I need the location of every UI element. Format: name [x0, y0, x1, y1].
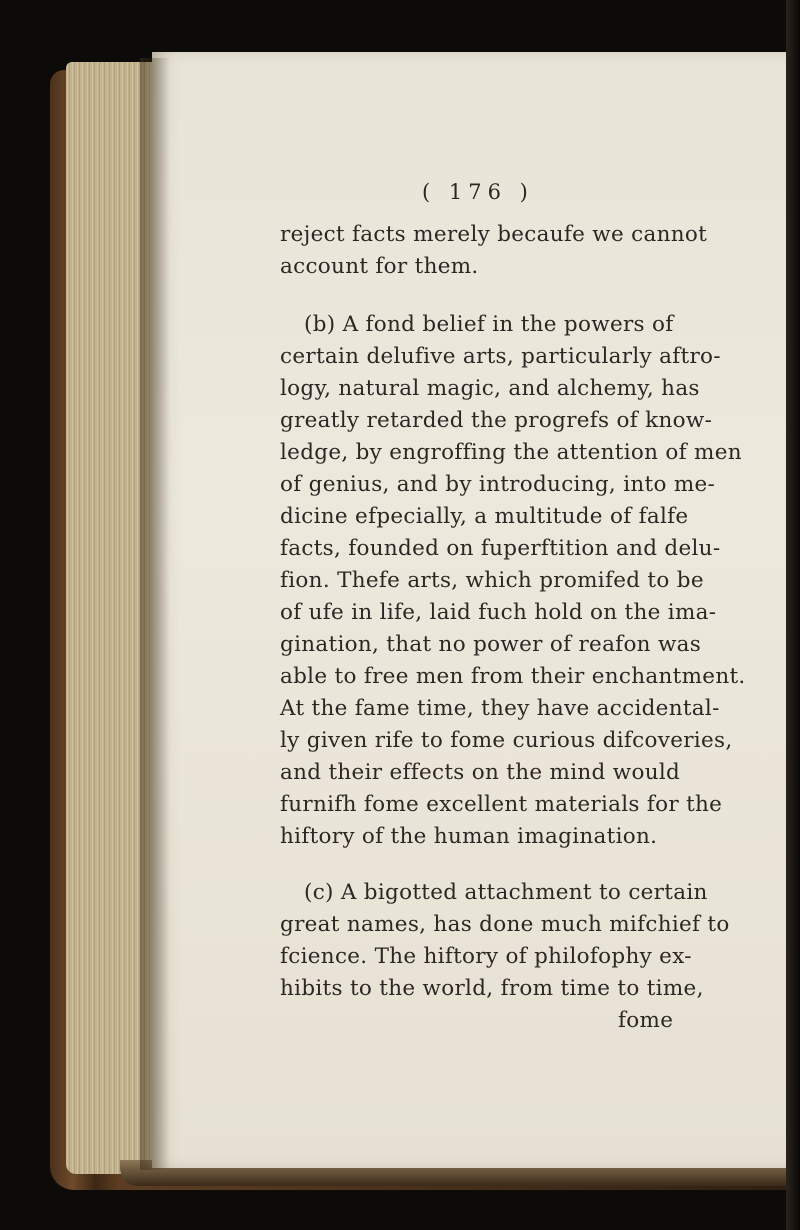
- text-line: ledge, by engroffing the attention of men: [280, 440, 742, 465]
- text-line: hiftory of the human imagination.: [280, 824, 658, 849]
- text-line: hibits to the world, from time to time,: [280, 976, 704, 1001]
- text-line: At the fame time, they have accidental-: [280, 696, 720, 721]
- text-line: logy, natural magic, and alchemy, has: [280, 376, 700, 401]
- catchword: fome: [618, 1008, 674, 1033]
- text-line: dicine efpecially, a multitude of falfe: [280, 504, 689, 529]
- text-line: ly given rife to fome curious difcoveries,: [280, 728, 733, 753]
- text-line: account for them.: [280, 254, 479, 279]
- gutter-shadow: [140, 58, 170, 1170]
- text-line: certain delufive arts, particularly aftro-: [280, 344, 721, 369]
- text-line: of genius, and by introducing, into me-: [280, 472, 716, 497]
- right-edge: [786, 0, 800, 1230]
- page-number: ( 176 ): [422, 180, 534, 204]
- text-line: gination, that no power of reafon was: [280, 632, 702, 657]
- text-line: (b) A fond belief in the powers of: [304, 312, 674, 337]
- text-line: great names, has done much mifchief to: [280, 912, 730, 937]
- text-line: (c) A bigotted attachment to certain: [304, 880, 708, 905]
- text-line: able to free men from their enchantment.: [280, 664, 746, 689]
- text-line: of ufe in life, laid fuch hold on the ima-: [280, 600, 717, 625]
- text-line: greatly retarded the progrefs of know-: [280, 408, 713, 433]
- text-line: furnifh fome excellent materials for the: [280, 792, 723, 817]
- text-line: fcience. The hiftory of philofophy ex-: [280, 944, 692, 969]
- text-line: facts, founded on fuperftition and delu-: [280, 536, 721, 561]
- text-line: fion. Thefe arts, which promifed to be: [280, 568, 704, 593]
- text-line: and their effects on the mind would: [280, 760, 681, 785]
- text-line: reject facts merely becaufe we cannot: [280, 222, 708, 247]
